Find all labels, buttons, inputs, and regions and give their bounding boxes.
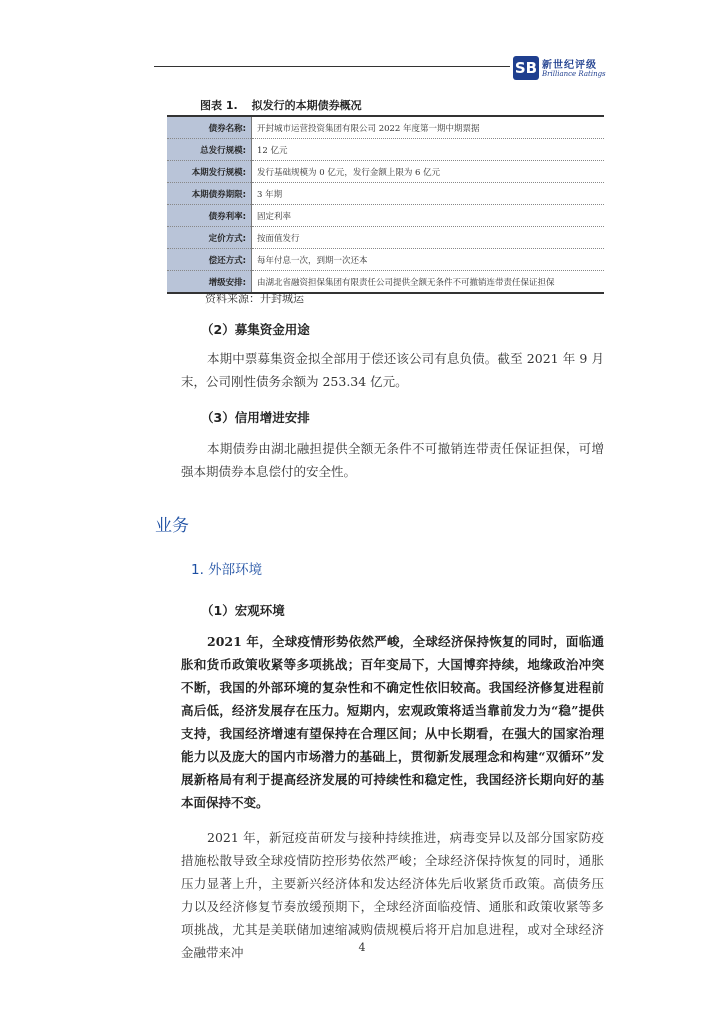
section-heading-credit-enhancement: （3）信用增进安排: [201, 410, 310, 425]
subheading-external-environment: 1. 外部环境: [191, 562, 263, 578]
row-label: 定价方式:: [167, 227, 252, 249]
header-rule: [154, 66, 510, 67]
logo-en-text: Brilliance Ratings: [542, 70, 606, 78]
paragraph-text: 2021 年，全球疫情形势依然严峻，全球经济保持恢复的同时，面临通胀和货币政策收紧等多项挑战；百年变局下，大国博弈持续，地缘政治冲突不断，我国的外部环境的复杂性和不确定性依旧较高。我国经济修复进程前高后低，经济发展存在压力。短期内，宏观政策将适当靠前发力为“稳”提供支持，我国经济增速有望保持在合理区间；从中长期看，在强大的国家治理能力以及庞大的国内市场潜力的基础上，贯彻新发展理念和构建“双循环”发展新格局有利于提高经济发展的可持续性和稳定性，我国经济长期向好的基本面保持不变。: [181, 634, 604, 810]
table-row: [167, 161, 604, 183]
row-label: 本期债券期限:: [167, 183, 252, 205]
row-value: 固定利率: [252, 205, 605, 227]
table-row: [167, 227, 604, 249]
bond-summary-table: [167, 115, 604, 294]
row-value: 12 亿元: [252, 139, 605, 161]
table-row: [167, 139, 604, 161]
chapter-heading-business: 业务: [155, 516, 189, 536]
row-label: 债券名称:: [167, 116, 252, 139]
row-value: 发行基础规模为 0 亿元，发行金额上限为 6 亿元: [252, 161, 605, 183]
paragraph-text: 本期债券由湖北融担提供全额无条件不可撤销连带责任保证担保，可增强本期债券本息偿付的安全性。: [181, 441, 604, 479]
paragraph-text: 2021 年，新冠疫苗研发与接种持续推进，病毒变异以及部分国家防疫措施松散导致全球疫情防控形势依然严峻；全球经济保持恢复的同时，通胀压力显著上升，主要新兴经济体和发达经济体先后收紧货币政策。高债务压力以及经济修复节奏放缓预期下，全球经济面临疫情、通胀和政策收紧等多项挑战，尤其是美联储加速缩减购债规模后将开启加息进程，或对全球经济金融带来冲: [181, 830, 604, 960]
row-value: 按面值发行: [252, 227, 605, 249]
figure-number: 图表 1.: [200, 99, 238, 112]
row-value: 开封城市运营投资集团有限公司 2022 年度第一期中期票据: [252, 116, 605, 139]
page-number: 4: [358, 941, 366, 954]
figure-caption: 拟发行的本期债券概况: [251, 99, 362, 112]
paragraph-credit-enhancement: [181, 437, 604, 483]
logo-cn-text: 新世纪评级: [542, 60, 597, 71]
row-value: 由湖北省融资担保集团有限责任公司提供全额无条件不可撤销连带责任保证担保: [252, 271, 605, 294]
logo-mark-icon: SB: [513, 56, 539, 80]
table-row: [167, 249, 604, 271]
table-row: [167, 183, 604, 205]
figure-title: [200, 97, 376, 113]
brand-logo: [513, 56, 606, 82]
row-value: 每年付息一次，到期一次还本: [252, 249, 605, 271]
table-source: 资料来源：开封城运: [205, 292, 304, 305]
section-heading-macro: （1）宏观环境: [201, 603, 285, 618]
section-heading-use-of-proceeds: （2）募集资金用途: [201, 322, 310, 337]
row-label: 偿还方式:: [167, 249, 252, 271]
row-label: 总发行规模:: [167, 139, 252, 161]
row-value: 3 年期: [252, 183, 605, 205]
paragraph-macro-summary: [181, 630, 604, 814]
table-row: [167, 116, 604, 139]
paragraph-text: 本期中票募集资金拟全部用于偿还该公司有息负债。截至 2021 年 9 月末，公司刚性债务余额为 253.34 亿元。: [181, 351, 604, 389]
paragraph-use-of-proceeds: [181, 347, 604, 393]
row-label: 增级安排:: [167, 271, 252, 294]
row-label: 本期发行规模:: [167, 161, 252, 183]
table-row: [167, 205, 604, 227]
row-label: 债券利率:: [167, 205, 252, 227]
